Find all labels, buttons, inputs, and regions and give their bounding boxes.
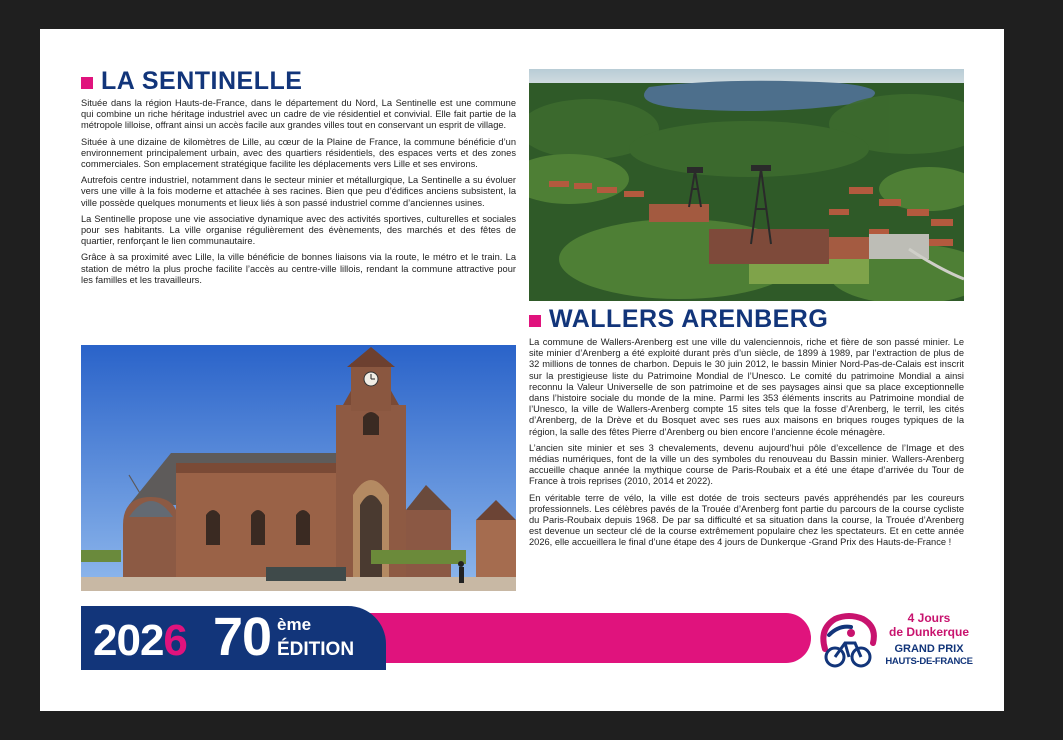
edition-year [93,617,187,665]
logo-line-1: 4 Jours [907,611,951,625]
pink-square-icon [81,77,93,89]
la-sentinelle-paragraph: Située dans la région Hauts-de-France, dans le département du Nord, La Sentinelle est une commune qui combine un riche héritage industriel avec un cadre de vie résidentiel et convivial. Elle fait partie de la métropole lilloise, offrant ainsi un accès facile aux grandes villes tout en conservant un esprit de village. [81,98,516,131]
logo-line-4: HAUTS-DE-FRANCE [885,656,973,667]
edition-number: 70 [213,607,272,667]
edition-suffix: ème [277,615,312,634]
cyclist-logo-icon [815,609,881,675]
wallers-arenberg-paragraph: La commune de Wallers-Arenberg est une ville du valenciennois, riche et fière de son passé minier. Le site minier d’Arenberg a été exploité durant près d’un siècle, de 1899 à 1989, par l’extraction de plus de 32 millions de tonnes de charbon. Depuis le 30 juin 2012, le bassin Minier Nord-Pas-de-Calais est inscrit sur la prestigieuse liste du Patrimoine Mondial de l’Unesco. Le comité du patrimoine Mondial a ainsi reconnu la Valeur Universelle de son patrimoine et de ses paysages ainsi que sa place exceptionnelle dans l’histoire sociale du monde de la mine. Parmi les 353 éléments inscrits au Patrimoine mondial de l’Unesco, la ville de Wallers-Arenberg compte 15 sites tels que la fosse d’Arenberg, le terril, les cités d’Arenberg, de la Drève et du Bosquet avec ses rues aux maisons en briques rouges typiques de la région, la salle des fêtes Pierre d’Arenberg ou bien encore l’ancienne école ménagère. [529,337,964,437]
la-sentinelle-paragraph: Autrefois centre industriel, notamment dans le secteur minier et métallurgique, La Sentinelle a su évoluer vers une ville à la fois moderne et attachée à ses racines. Bien que peu d’édifices anciens subsistent, la ville possède quelques monuments et lieux liés à son passé industriel comme d’anciennes usines. [81,175,516,208]
navy-band [81,606,386,670]
church-photo [81,345,516,591]
wallers-arenberg-heading [529,305,964,333]
edition-label: ÉDITION [277,639,355,660]
four-days-dunkerque-logo [815,607,975,675]
logo-line-3: GRAND PRIX [894,643,964,655]
la-sentinelle-heading [81,67,516,95]
la-sentinelle-paragraph: Située à une dizaine de kilomètres de Lille, au cœur de la Plaine de France, la commune bénéficie d’un environnement principalement urbain, avec des quartiers résidentiels, des espaces verts et des zones commerciales. Son emplacement stratégique facilite les déplacements vers Lille et ses environs. [81,136,516,170]
year-highlight: 6 [163,616,187,665]
wallers-arenberg-title: WALLERS ARENBERG [549,305,829,333]
wallers-arenberg-paragraph: L’ancien site minier et ses 3 chevalements, devenu aujourd’hui pôle d’excellence de l’Image et des médias numériques, font de la ville un des symboles du renouveau du Bassin minier. Wallers-Arenberg accueille chaque année la mythique course de Paris-Roubaix et a été une étape d’arrivée du Tour de France à trois reprises (2010, 2014 et 2022). [529,442,964,487]
brochure-page [40,29,1004,711]
pink-square-icon [529,315,541,327]
wallers-arenberg-paragraph: En véritable terre de vélo, la ville est dotée de trois secteurs pavés appréhendés par les coureurs professionnels. Les célèbres pavés de la Trouée d’Arenberg font partie du parcours de la course cycliste du Paris-Roubaix depuis 1968. De par sa difficulté et sa situation dans la course, la Trouée d’Arenberg est devenue un secteur clé de la course extrêmement populaire chez les spectateurs. Et en cette année 2026, elle accueillera le final d’une étape des 4 jours de Dunkerque -Grand Prix des Hauts-de-France ! [529,492,964,548]
arenberg-aerial-photo [529,69,964,301]
year-prefix: 202 [93,616,164,665]
pink-band [331,613,811,663]
wallers-arenberg-section [529,305,964,554]
la-sentinelle-section [81,67,516,291]
la-sentinelle-paragraph: Grâce à sa proximité avec Lille, la ville bénéficie de bonnes liaisons via la route, le métro et le train. La station de métro la plus proche facilite l’accès au centre-ville lillois, rendant la commune attractive pour les familles et les travailleurs. [81,252,516,285]
edition-banner [81,606,811,670]
logo-line-2: de Dunkerque [888,625,969,639]
la-sentinelle-paragraph: La Sentinelle propose une vie associative dynamique avec des activités sportives, culturelles et sociales pour ses habitants. La ville organise régulièrement des évènements, des marchés et des fêtes de quartier, renforçant le lien communautaire. [81,213,516,247]
la-sentinelle-title: LA SENTINELLE [101,67,303,95]
